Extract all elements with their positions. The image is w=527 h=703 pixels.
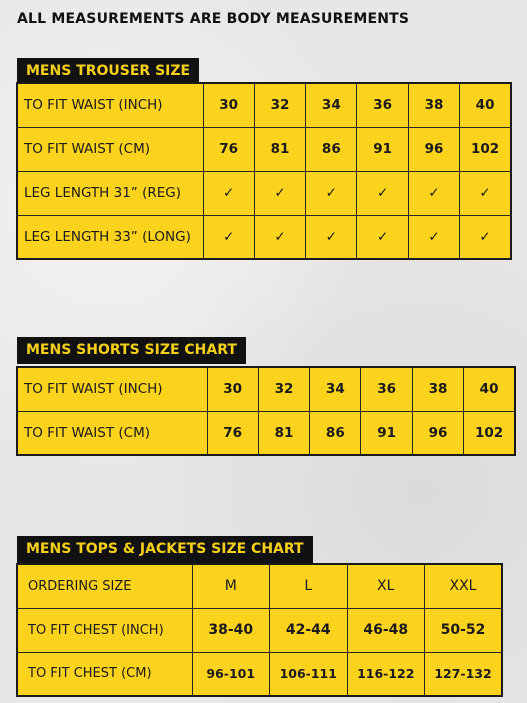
row-label: LEG LENGTH 31” (REG)	[17, 171, 203, 215]
table-cell: 127-132	[425, 652, 503, 696]
checkmark-icon: ✓	[306, 215, 357, 259]
table-cell: 32	[254, 83, 305, 127]
table-row	[17, 127, 511, 171]
table-cell: 106-111	[270, 652, 348, 696]
checkmark-icon: ✓	[254, 171, 305, 215]
table-row	[17, 652, 502, 696]
table-cell: 81	[254, 127, 305, 171]
checkmark-icon: ✓	[357, 171, 408, 215]
table-cell: 91	[357, 127, 408, 171]
table-row	[17, 83, 511, 127]
checkmark-icon: ✓	[306, 171, 357, 215]
table-cell: 30	[203, 83, 254, 127]
table-cell: 30	[207, 367, 258, 411]
table-row	[17, 215, 511, 259]
table-cell: XXL	[425, 564, 503, 608]
table-cell: 96	[412, 411, 463, 455]
table-cell: M	[192, 564, 270, 608]
table-row	[17, 564, 502, 608]
checkmark-icon: ✓	[460, 171, 511, 215]
checkmark-icon: ✓	[460, 215, 511, 259]
tops-jackets-size-table	[16, 563, 503, 697]
checkmark-icon: ✓	[254, 215, 305, 259]
page-heading: ALL MEASUREMENTS ARE BODY MEASUREMENTS	[17, 11, 410, 27]
table-cell: 76	[207, 411, 258, 455]
checkmark-icon: ✓	[408, 171, 459, 215]
table-row	[17, 171, 511, 215]
table-cell: 102	[460, 127, 511, 171]
table-cell: 86	[306, 127, 357, 171]
table-row	[17, 608, 502, 652]
table-cell: 38	[412, 367, 463, 411]
table-cell: 50-52	[425, 608, 503, 652]
row-label: TO FIT WAIST (INCH)	[17, 367, 207, 411]
table-cell: L	[270, 564, 348, 608]
trouser-size-table	[16, 82, 512, 260]
shorts-size-title: MENS SHORTS SIZE CHART	[17, 337, 246, 364]
table-cell: 42-44	[270, 608, 348, 652]
table-cell: 40	[464, 367, 515, 411]
row-label: TO FIT CHEST (INCH)	[17, 608, 192, 652]
row-label: TO FIT WAIST (CM)	[17, 127, 203, 171]
table-cell: 46-48	[347, 608, 425, 652]
table-cell: 36	[357, 83, 408, 127]
row-label: TO FIT CHEST (CM)	[17, 652, 192, 696]
table-cell: 40	[460, 83, 511, 127]
table-cell: 91	[361, 411, 412, 455]
table-row	[17, 367, 515, 411]
row-label: LEG LENGTH 33” (LONG)	[17, 215, 203, 259]
checkmark-icon: ✓	[203, 171, 254, 215]
table-cell: XL	[347, 564, 425, 608]
table-cell: 38-40	[192, 608, 270, 652]
table-cell: 116-122	[347, 652, 425, 696]
table-cell: 81	[258, 411, 309, 455]
table-cell: 32	[258, 367, 309, 411]
table-row	[17, 411, 515, 455]
table-cell: 86	[310, 411, 361, 455]
row-label: TO FIT WAIST (INCH)	[17, 83, 203, 127]
table-cell: 96-101	[192, 652, 270, 696]
trouser-size-title: MENS TROUSER SIZE	[17, 58, 199, 85]
shorts-size-table	[16, 366, 516, 456]
table-cell: 96	[408, 127, 459, 171]
table-cell: 34	[306, 83, 357, 127]
tops-jackets-size-title: MENS TOPS & JACKETS SIZE CHART	[17, 536, 313, 563]
checkmark-icon: ✓	[203, 215, 254, 259]
checkmark-icon: ✓	[357, 215, 408, 259]
table-cell: 34	[310, 367, 361, 411]
table-cell: 76	[203, 127, 254, 171]
table-cell: 36	[361, 367, 412, 411]
table-cell: 102	[464, 411, 515, 455]
row-label: TO FIT WAIST (CM)	[17, 411, 207, 455]
checkmark-icon: ✓	[408, 215, 459, 259]
row-label: ORDERING SIZE	[17, 564, 192, 608]
table-cell: 38	[408, 83, 459, 127]
